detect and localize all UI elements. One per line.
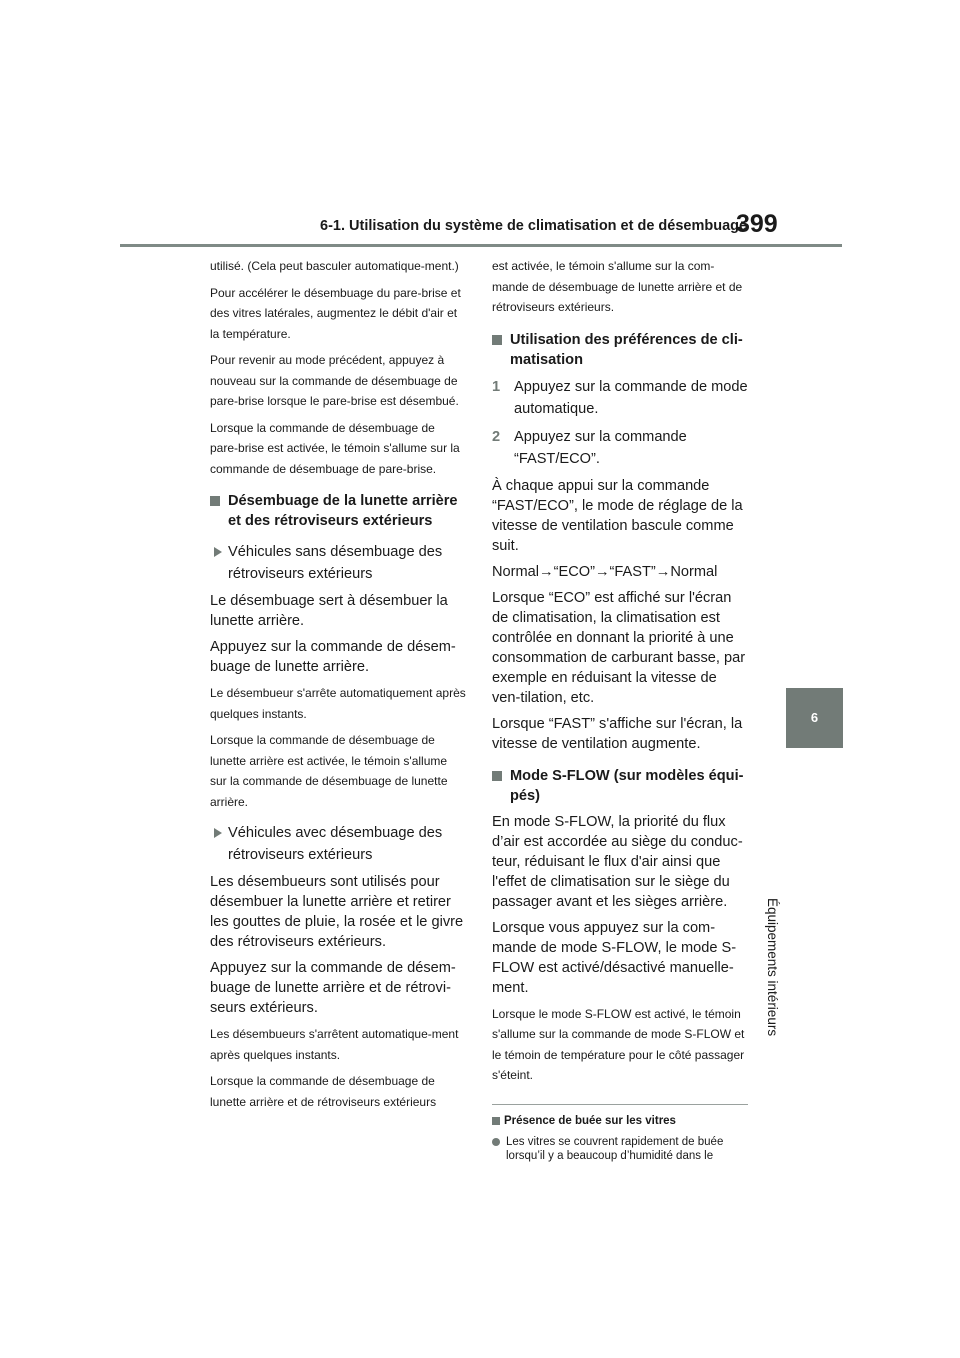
notes-divider [492,1104,748,1105]
paragraph: Pour accélérer le désembuage du pare-brise et des vitres latérales, augmentez le débit d'air et la température. [210,285,461,341]
heading-text: Véhicules sans désembuage des rétroviseurs extérieurs [228,544,443,582]
square-bullet-icon [492,1117,500,1125]
triangle-bullet-icon [214,828,222,838]
section-heading [492,766,748,806]
paragraph: Appuyez sur la commande de désem-buage de lunette arrière. [210,639,456,675]
step-number: 1 [492,378,501,395]
paragraph: Les désembueurs sont utilisés pour désembuer la lunette arrière et retirer les gouttes de pluie, la rosée et le givre des rétroviseurs extérieurs. [210,874,464,950]
paragraph: est activée, le témoin s'allume sur la com-mande de désembuage de lunette arrière et de rétroviseurs extérieurs. [492,259,743,314]
right-column [492,256,748,1163]
paragraph: Les désembueurs s'arrêtent automatique-ment après quelques instants. [210,1027,459,1062]
paragraph: Le désembueur s'arrête automatiquement après quelques instants. [210,686,466,721]
triangle-bullet-icon [214,547,222,557]
page-header [0,0,960,250]
paragraph: Lorsque la commande de désembuage de pare-brise est activée, le témoin s'allume sur la commande de désembuage de pare-brise. [210,420,460,476]
section-heading [492,330,748,370]
paragraph: Lorsque “ECO” est affiché sur l'écran de climatisation, la climatisation est contrôlée en donnant la priorité à une consommation de carburant basse, par exemple en réduisant la vitesse de ven-tilation, etc. [492,589,746,706]
section-title: 6-1. Utilisation du système de climatisation et de désembuage [320,218,748,234]
paragraph: Lorsque vous appuyez sur la com-mande de mode S-FLOW, le mode S-FLOW est activé/désactivé manuelle-ment. [492,919,737,996]
subsection-heading [210,541,466,585]
subsection-heading [210,822,466,866]
section-heading [210,491,466,531]
step-number: 2 [492,428,501,445]
heading-text: Utilisation des préférences de cli-matisation [510,331,743,368]
page-number: 399 [736,210,778,238]
note-item [492,1135,748,1163]
square-bullet-icon [492,771,502,781]
paragraph: En mode S-FLOW, la priorité du flux d’air est accordée au siège du conduc-teur, réduisant le flux d'air ainsi que l'effet de climatisation sur le siège du passager avant et les sièges arrière. [492,813,743,910]
note-text: Les vitres se couvrent rapidement de buée lorsqu’il y a beaucoup d’humidité dans le [506,1135,724,1162]
notes-heading-text: Présence de buée sur les vitres [504,1114,676,1127]
chapter-label: Équipements intérieurs [765,898,780,1037]
heading-text: Désembuage de la lunette arrière et des rétroviseurs extérieurs [228,493,458,529]
paragraph: Appuyez sur la commande de désem-buage de lunette arrière et de rétrovi-seurs extérieurs. [210,960,456,1016]
left-column [210,256,466,1118]
step-item [492,426,748,470]
notes-heading [492,1113,748,1129]
paragraph: Pour revenir au mode précédent, appuyez à nouveau sur la commande de désembuage de pare-brise lorsque le pare-brise est désembué. [210,353,459,408]
paragraph: Normal→“ECO”→“FAST”→Normal [492,563,718,580]
paragraph: Lorsque la commande de désembuage de lunette arrière est activée, le témoin s'allume sur la commande de désembuage de lunette arrière. [210,733,448,809]
paragraph: À chaque appui sur la commande “FAST/ECO”, le mode de réglage de la vitesse de ventilation bascule comme suit. [492,477,743,554]
step-text: Appuyez sur la commande de mode automatique. [514,378,748,417]
circle-bullet-icon [492,1138,500,1146]
header-divider [120,244,842,247]
paragraph: Lorsque la commande de désembuage de lunette arrière et de rétroviseurs extérieurs [210,1074,437,1109]
heading-text: Véhicules avec désembuage des rétroviseurs extérieurs [228,825,443,863]
paragraph: Lorsque le mode S-FLOW est activé, le témoin s'allume sur la commande de mode S-FLOW et le témoin de température pour le côté passager s'éteint. [492,1006,745,1082]
step-text: Appuyez sur la commande “FAST/ECO”. [514,428,687,467]
paragraph: utilisé. (Cela peut basculer automatique-ment.) [210,259,459,273]
chapter-tab: 6 [786,688,843,748]
step-item [492,376,748,420]
square-bullet-icon [210,496,220,506]
heading-text: Mode S-FLOW (sur modèles équi-pés) [510,767,744,804]
square-bullet-icon [492,335,502,345]
paragraph: Lorsque “FAST” s'affiche sur l'écran, la vitesse de ventilation augmente. [492,715,743,752]
paragraph: Le désembuage sert à désembuer la lunette arrière. [210,593,448,629]
